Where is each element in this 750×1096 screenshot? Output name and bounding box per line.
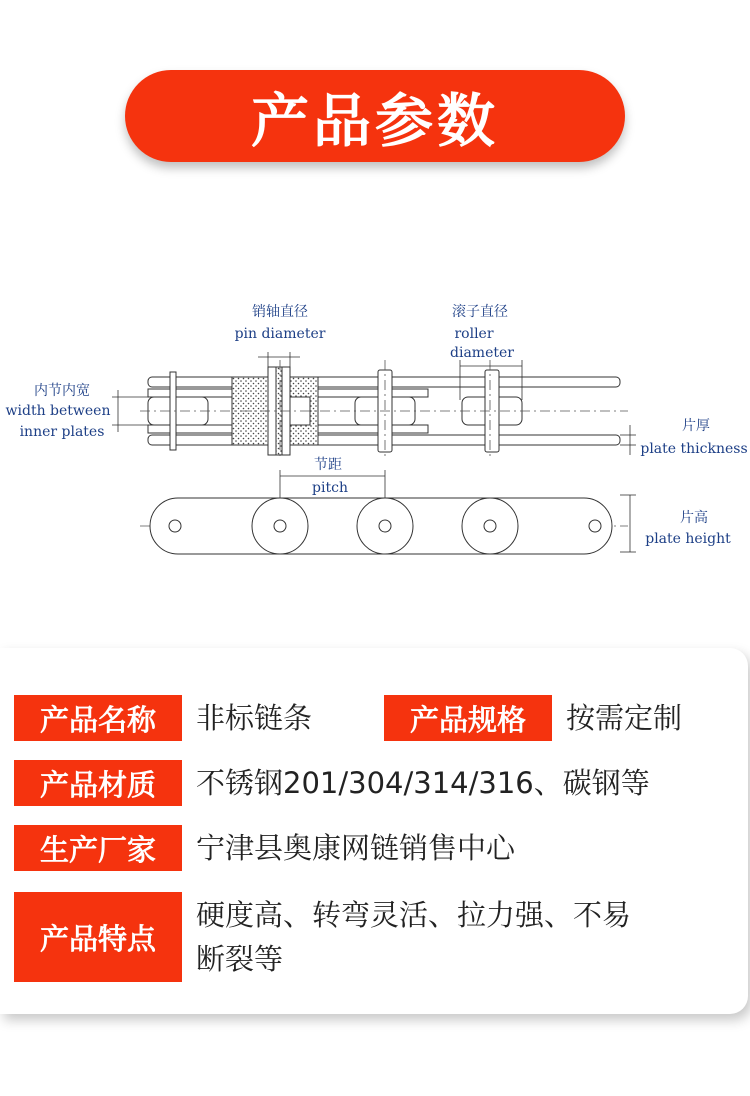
roller-diameter-label-en-2: diameter: [450, 345, 514, 361]
pin-diameter-label-cn: 销轴直径: [252, 304, 308, 320]
inner-width-label-cn: 内节内宽: [34, 383, 90, 399]
page-title: 产品参数: [250, 87, 499, 155]
material-tag: 产品材质: [14, 760, 182, 806]
plate-thickness-label-cn: 片厚: [682, 418, 710, 434]
inner-plate-bottom-2: [318, 425, 428, 433]
product-spec-tag: 产品规格: [384, 695, 552, 741]
plate-height-label-en: plate height: [645, 531, 731, 547]
title-banner: [125, 70, 625, 162]
material-value: 不锈钢201/304/314/316、碳钢等: [196, 766, 650, 800]
features-value-line-2: 断裂等: [196, 942, 284, 976]
chain-diagram: [0, 280, 750, 580]
product-spec-value: 按需定制: [566, 701, 683, 735]
plate-thickness-label-en: plate thickness: [640, 441, 748, 457]
parameter-card: [0, 648, 748, 1014]
product-name-tag: 产品名称: [14, 695, 182, 741]
features-tag: 产品特点: [14, 892, 182, 982]
product-name-value: 非标链条: [196, 701, 313, 735]
pitch-label-en: pitch: [312, 480, 348, 496]
manufacturer-tag: 生产厂家: [14, 825, 182, 871]
roller-diameter-label-en-1: roller: [454, 326, 494, 342]
pitch-label-cn: 节距: [314, 457, 342, 473]
plate-height-label-cn: 片高: [680, 510, 708, 526]
inner-plate-top-2: [318, 389, 428, 397]
roller-diameter-label-cn: 滚子直径: [452, 304, 508, 320]
manufacturer-value: 宁津县奥康网链销售中心: [196, 831, 516, 865]
features-value-line-1: 硬度高、转弯灵活、拉力强、不易: [196, 898, 632, 932]
roller-1: [148, 397, 208, 425]
inner-width-label-en-2: inner plates: [19, 424, 105, 440]
pin-diameter-label-en: pin diameter: [234, 326, 326, 342]
inner-width-label-en-1: width between: [5, 403, 111, 419]
